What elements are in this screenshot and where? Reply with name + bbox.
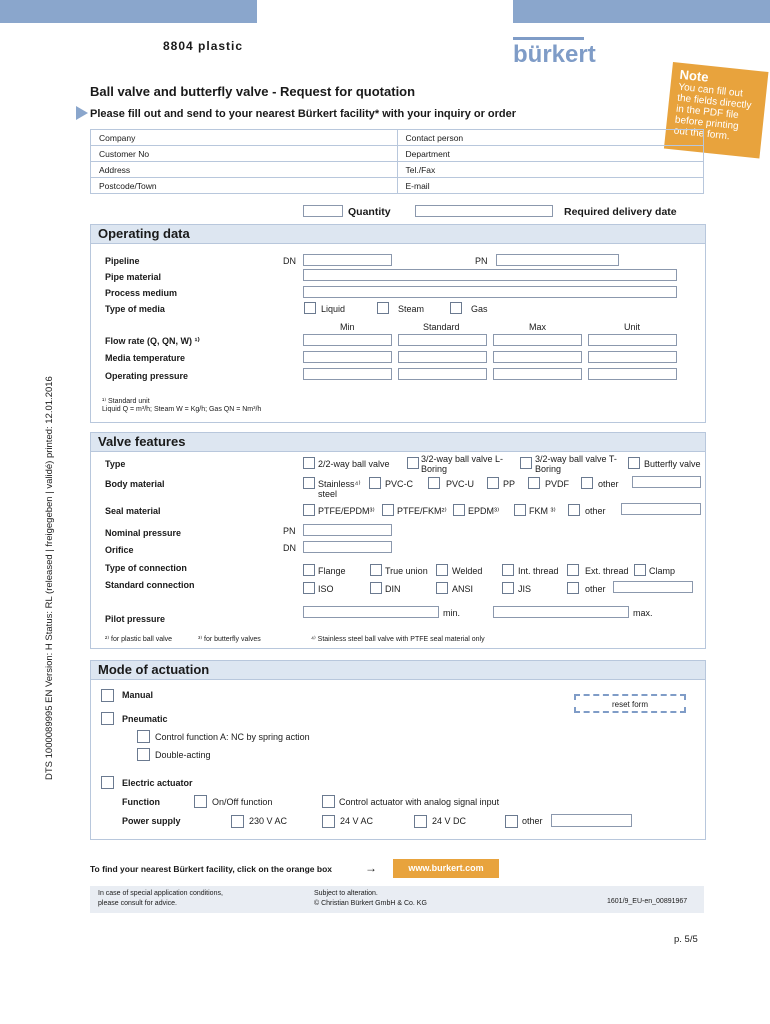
product-name: 8804 plastic bbox=[163, 39, 244, 53]
footnote-butterfly: ³⁾ for butterfly valves bbox=[198, 636, 261, 643]
col-min-label: Min bbox=[340, 322, 355, 332]
flow-min-input[interactable] bbox=[303, 334, 392, 346]
power-24vdc-checkbox[interactable] bbox=[414, 815, 427, 828]
process-medium-label: Process medium bbox=[105, 288, 178, 298]
pilot-max-input[interactable] bbox=[493, 606, 629, 618]
standard-connection-label: Standard connection bbox=[105, 580, 195, 590]
body-stainless-checkbox[interactable] bbox=[303, 477, 315, 489]
conn-int-thread-label: Int. thread bbox=[518, 566, 559, 576]
control-a-label: Control function A: NC by spring action bbox=[155, 732, 310, 742]
electric-label: Electric actuator bbox=[122, 778, 193, 788]
footer-left-1: In case of special application conditions, bbox=[98, 890, 223, 897]
pressure-standard-input[interactable] bbox=[398, 368, 487, 380]
media-steam-label: Steam bbox=[398, 304, 425, 314]
nominal-pressure-label: Nominal pressure bbox=[105, 528, 182, 538]
footer-doc-id: 1601/9_EU-en_00891967 bbox=[607, 898, 688, 905]
conn-welded-checkbox[interactable] bbox=[436, 564, 448, 576]
power-24vdc-label: 24 V DC bbox=[432, 816, 467, 826]
function-label: Function bbox=[122, 797, 160, 807]
flow-rate-label: Flow rate (Q, QN, W) ¹⁾ bbox=[105, 336, 200, 346]
nominal-pressure-input[interactable] bbox=[303, 524, 392, 536]
type-butterfly-checkbox[interactable] bbox=[628, 457, 640, 469]
type-butterfly-label: Butterfly valve bbox=[644, 459, 701, 469]
body-pvcc-checkbox[interactable] bbox=[369, 477, 381, 489]
pilot-max-label: max. bbox=[633, 608, 653, 618]
type-22-checkbox[interactable] bbox=[303, 457, 315, 469]
reset-form-button[interactable]: reset form bbox=[574, 694, 686, 713]
field-postcode[interactable]: Postcode/Town bbox=[91, 178, 398, 194]
seal-ptfe-fkm-label: PTFE/FKM²⁾ bbox=[397, 506, 447, 516]
seal-ptfe-epdm-checkbox[interactable] bbox=[303, 504, 315, 516]
electric-checkbox[interactable] bbox=[101, 776, 114, 789]
logo-text: bürkert bbox=[513, 41, 596, 68]
body-material-label: Body material bbox=[105, 479, 165, 489]
flow-max-input[interactable] bbox=[493, 334, 582, 346]
std-iso-checkbox[interactable] bbox=[303, 582, 315, 594]
double-acting-checkbox[interactable] bbox=[137, 748, 150, 761]
field-email[interactable]: E-mail bbox=[397, 178, 704, 194]
body-pvdf-checkbox[interactable] bbox=[528, 477, 540, 489]
quantity-label: Quantity bbox=[348, 206, 391, 218]
page-title: Ball valve and butterfly valve - Request for quotation bbox=[90, 84, 416, 99]
std-other-checkbox[interactable] bbox=[567, 582, 579, 594]
orifice-dn-label: DN bbox=[283, 543, 296, 553]
body-other-input[interactable] bbox=[632, 476, 701, 488]
actuation-heading: Mode of actuation bbox=[91, 661, 705, 680]
std-other-input[interactable] bbox=[613, 581, 693, 593]
type-label: Type bbox=[105, 459, 126, 469]
body-other-checkbox[interactable] bbox=[581, 477, 593, 489]
contact-table bbox=[90, 129, 704, 194]
temp-max-input[interactable] bbox=[493, 351, 582, 363]
process-medium-input[interactable] bbox=[303, 286, 677, 298]
temp-standard-input[interactable] bbox=[398, 351, 487, 363]
seal-material-label: Seal material bbox=[105, 506, 161, 516]
op-pressure-label: Operating pressure bbox=[105, 371, 189, 381]
power-24vac-checkbox[interactable] bbox=[322, 815, 335, 828]
page-subtitle: Please fill out and send to your nearest Bürkert facility* with your inquiry or order bbox=[90, 108, 517, 120]
pipe-material-input[interactable] bbox=[303, 269, 677, 281]
delivery-date-input[interactable] bbox=[415, 205, 553, 217]
footnote-standard-unit: ¹⁾ Standard unit bbox=[102, 398, 150, 405]
temp-min-input[interactable] bbox=[303, 351, 392, 363]
footer-left-2: please consult for advice. bbox=[98, 900, 177, 907]
type-32t-checkbox[interactable] bbox=[520, 457, 532, 469]
power-230vac-label: 230 V AC bbox=[249, 816, 288, 826]
conn-clamp-label: Clamp bbox=[649, 566, 676, 576]
media-gas-label: Gas bbox=[471, 304, 488, 314]
conn-clamp-checkbox[interactable] bbox=[634, 564, 646, 576]
footer-mid-2: © Christian Bürkert GmbH & Co. KG bbox=[314, 900, 427, 907]
conn-int-thread-checkbox[interactable] bbox=[502, 564, 514, 576]
orifice-input[interactable] bbox=[303, 541, 392, 553]
body-pvcu-checkbox[interactable] bbox=[428, 477, 440, 489]
field-customer-no[interactable]: Customer No bbox=[91, 146, 398, 162]
delivery-date-label: Required delivery date bbox=[564, 206, 677, 218]
conn-ext-thread-label: Ext. thread bbox=[585, 566, 629, 576]
body-pp-label: PP bbox=[503, 479, 516, 489]
conn-welded-label: Welded bbox=[452, 566, 483, 576]
seal-ptfe-epdm-label: PTFE/EPDM³⁾ bbox=[318, 506, 375, 516]
std-din-label: DIN bbox=[385, 584, 401, 594]
power-other-checkbox[interactable] bbox=[505, 815, 518, 828]
operating-data-heading: Operating data bbox=[91, 225, 705, 244]
footer-mid-1: Subject to alteration. bbox=[314, 890, 378, 897]
field-company[interactable]: Company bbox=[91, 130, 398, 146]
conn-true-union-label: True union bbox=[385, 566, 428, 576]
col-max-label: Max bbox=[529, 322, 547, 332]
find-facility-text: To find your nearest Bürkert facility, click on the orange box bbox=[90, 864, 332, 874]
burkert-logo bbox=[513, 37, 596, 69]
std-iso-label: ISO bbox=[318, 584, 334, 594]
seal-other-checkbox[interactable] bbox=[568, 504, 580, 516]
seal-ptfe-fkm-checkbox[interactable] bbox=[382, 504, 394, 516]
field-address[interactable]: Address bbox=[91, 162, 398, 178]
power-supply-label: Power supply bbox=[122, 816, 181, 826]
quantity-input[interactable] bbox=[303, 205, 343, 217]
control-a-checkbox[interactable] bbox=[137, 730, 150, 743]
std-other-label: other bbox=[585, 584, 606, 594]
media-temp-label: Media temperature bbox=[105, 353, 186, 363]
pilot-min-label: min. bbox=[443, 608, 461, 618]
top-bar-right bbox=[513, 0, 770, 23]
type-22-label: 2/2-way ball valve bbox=[318, 459, 390, 469]
body-pp-checkbox[interactable] bbox=[487, 477, 499, 489]
conn-ext-thread-checkbox[interactable] bbox=[567, 564, 579, 576]
seal-other-input[interactable] bbox=[621, 503, 701, 515]
body-other-label: other bbox=[598, 479, 619, 489]
pn-label: PN bbox=[475, 256, 488, 266]
seal-fkm-checkbox[interactable] bbox=[514, 504, 526, 516]
pipe-material-label: Pipe material bbox=[105, 272, 162, 282]
arrow-triangle-icon bbox=[76, 106, 88, 120]
onoff-label: On/Off function bbox=[212, 797, 273, 807]
power-230vac-checkbox[interactable] bbox=[231, 815, 244, 828]
pipeline-dn-input[interactable] bbox=[303, 254, 392, 266]
temp-unit-input[interactable] bbox=[588, 351, 677, 363]
onoff-checkbox[interactable] bbox=[194, 795, 207, 808]
seal-epdm-checkbox[interactable] bbox=[453, 504, 465, 516]
footnote-stainless: ⁴⁾ Stainless steel ball valve with PTFE seal material only bbox=[311, 636, 485, 643]
conn-true-union-checkbox[interactable] bbox=[370, 564, 382, 576]
body-pvcc-label: PVC-C bbox=[385, 479, 414, 489]
double-acting-label: Double-acting bbox=[155, 750, 211, 760]
media-steam-checkbox[interactable] bbox=[377, 302, 389, 314]
arrow-right-icon: → bbox=[365, 861, 377, 875]
note-title: Note bbox=[678, 66, 710, 85]
seal-epdm-label: EPDM³⁾ bbox=[468, 506, 500, 516]
media-liquid-checkbox[interactable] bbox=[304, 302, 316, 314]
col-unit-label: Unit bbox=[624, 322, 641, 332]
dn-label: DN bbox=[283, 256, 296, 266]
note-text: You can fill out the fields directly in the PDF file before printing out the form. bbox=[673, 81, 752, 143]
body-pvcu-label: PVC-U bbox=[446, 479, 475, 489]
conn-flange-checkbox[interactable] bbox=[303, 564, 315, 576]
top-bar-left bbox=[0, 0, 257, 23]
power-other-label: other bbox=[522, 816, 543, 826]
std-din-checkbox[interactable] bbox=[370, 582, 382, 594]
footnote-units: Liquid Q = m³/h; Steam W = Kg/h; Gas QN = Nm³/h bbox=[102, 406, 262, 413]
pipeline-label: Pipeline bbox=[105, 256, 140, 266]
media-liquid-label: Liquid bbox=[321, 304, 346, 314]
seal-fkm-label: FKM ³⁾ bbox=[529, 506, 556, 516]
nominal-pn-label: PN bbox=[283, 526, 296, 536]
manual-checkbox[interactable] bbox=[101, 689, 114, 702]
conn-flange-label: Flange bbox=[318, 566, 346, 576]
std-jis-checkbox[interactable] bbox=[502, 582, 514, 594]
body-stainless-label: Stainless⁴⁾ steel bbox=[318, 479, 361, 499]
control-actuator-label: Control actuator with analog signal input bbox=[339, 797, 500, 807]
burkert-url-button[interactable]: www.burkert.com bbox=[393, 859, 499, 878]
pneumatic-label: Pneumatic bbox=[122, 714, 168, 724]
type-32l-label: 3/2-way ball valve L-Boring bbox=[421, 454, 504, 474]
field-tel-fax[interactable]: Tel./Fax bbox=[397, 162, 704, 178]
pilot-min-input[interactable] bbox=[303, 606, 439, 618]
pipeline-pn-input[interactable] bbox=[496, 254, 619, 266]
type-of-connection-label: Type of connection bbox=[105, 563, 187, 573]
std-ansi-checkbox[interactable] bbox=[436, 582, 448, 594]
pneumatic-checkbox[interactable] bbox=[101, 712, 114, 725]
orifice-label: Orifice bbox=[105, 545, 134, 555]
flow-unit-input[interactable] bbox=[588, 334, 677, 346]
col-standard-label: Standard bbox=[423, 322, 460, 332]
body-pvdf-label: PVDF bbox=[545, 479, 570, 489]
side-document-info: DTS 1000089995 EN Version: H Status: RL (released | freigegeben | validé) printed: 12.01.2016 bbox=[44, 376, 55, 780]
power-24vac-label: 24 V AC bbox=[340, 816, 374, 826]
type-32l-checkbox[interactable] bbox=[407, 457, 419, 469]
pilot-pressure-label: Pilot pressure bbox=[105, 614, 166, 624]
power-other-input[interactable] bbox=[551, 814, 632, 827]
control-actuator-checkbox[interactable] bbox=[322, 795, 335, 808]
type-32t-label: 3/2-way ball valve T-Boring bbox=[535, 454, 617, 474]
field-contact-person[interactable]: Contact person bbox=[397, 130, 704, 146]
valve-features-heading: Valve features bbox=[91, 433, 705, 452]
pressure-max-input[interactable] bbox=[493, 368, 582, 380]
std-ansi-label: ANSI bbox=[452, 584, 474, 594]
std-jis-label: JIS bbox=[518, 584, 532, 594]
seal-other-label: other bbox=[585, 506, 606, 516]
pressure-unit-input[interactable] bbox=[588, 368, 677, 380]
type-of-media-label: Type of media bbox=[105, 304, 165, 314]
flow-standard-input[interactable] bbox=[398, 334, 487, 346]
page-number: p. 5/5 bbox=[674, 934, 698, 945]
manual-label: Manual bbox=[122, 690, 154, 700]
footnote-plastic: ²⁾ for plastic ball valve bbox=[105, 636, 173, 643]
media-gas-checkbox[interactable] bbox=[450, 302, 462, 314]
field-department[interactable]: Department bbox=[397, 146, 704, 162]
pressure-min-input[interactable] bbox=[303, 368, 392, 380]
